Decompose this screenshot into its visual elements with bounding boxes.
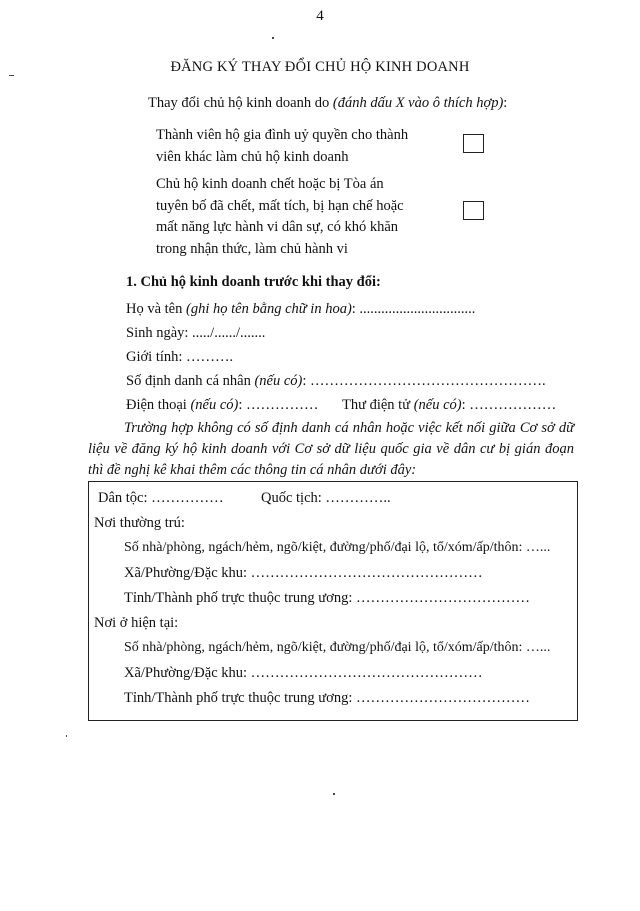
id-label: Số định danh cá nhân (126, 373, 255, 389)
name-dots: : ................................ (351, 301, 476, 317)
name-hint: (ghi họ tên bằng chữ in hoa) (186, 301, 352, 317)
lead-hint: (đánh dấu X vào ô thích hợp) (332, 95, 504, 111)
name-label: Họ và tên (126, 301, 186, 317)
gender-field[interactable]: Giới tính: ………. (126, 349, 234, 365)
phone-dots: : …………… (238, 397, 319, 413)
current-street-field[interactable]: Số nhà/phòng, ngách/hẻm, ngõ/kiệt, đường/phố/đại lộ, tổ/xóm/ấp/thôn: …... (124, 640, 551, 655)
option-2-line: trong nhận thức, làm chủ hành vi (156, 240, 348, 257)
phone-hint: (nếu có) (190, 397, 239, 413)
permanent-ward-field[interactable]: Xã/Phường/Đặc khu: ………………………………………… (124, 565, 483, 581)
current-ward-field[interactable]: Xã/Phường/Đặc khu: ………………………………………… (124, 665, 483, 681)
email-label: Thư điện tử (342, 397, 414, 413)
scan-mark (9, 75, 14, 76)
scan-mark (272, 37, 274, 39)
page-title: ĐĂNG KÝ THAY ĐỔI CHỦ HỘ KINH DOANH (170, 59, 470, 75)
id-hint: (nếu có) (254, 373, 303, 389)
phone-label: Điện thoại (126, 397, 191, 413)
current-residence-label: Nơi ở hiện tại: (94, 615, 179, 631)
email-dots: : ……………… (461, 397, 557, 413)
ethnicity-field[interactable]: Dân tộc: …………… (98, 490, 224, 506)
email-field[interactable] (342, 395, 556, 415)
option-1-text (156, 125, 408, 168)
option-2-line: tuyên bố đã chết, mất tích, bị hạn chế hoặc (156, 197, 404, 214)
nationality-field[interactable]: Quốc tịch: ………….. (261, 490, 391, 506)
option-2-line: mất năng lực hành vi dân sự, có khó khăn (156, 219, 399, 235)
id-dots: : …………………………………………. (302, 373, 546, 389)
lead-end: : (503, 95, 508, 111)
page-number: 4 (316, 8, 324, 24)
permanent-street-field[interactable]: Số nhà/phòng, ngách/hẻm, ngõ/kiệt, đường/phố/đại lộ, tổ/xóm/ấp/thôn: …... (124, 540, 551, 555)
section-1-heading (126, 272, 381, 292)
permanent-province-field[interactable]: Tỉnh/Thành phố trực thuộc trung ương: ……………………………… (124, 590, 530, 606)
section-1-heading-text: 1. Chủ hộ kinh doanh trước khi thay đổi: (126, 274, 381, 290)
scan-mark (333, 793, 335, 795)
name-field[interactable] (126, 299, 475, 319)
option-1-checkbox[interactable] (463, 134, 484, 153)
phone-field[interactable] (126, 395, 319, 415)
change-reason-lead (148, 93, 507, 113)
current-province-field[interactable]: Tỉnh/Thành phố trực thuộc trung ương: ……………………………… (124, 690, 530, 706)
id-field[interactable] (126, 371, 546, 391)
permanent-residence-label: Nơi thường trú: (94, 515, 185, 531)
option-2-checkbox[interactable] (463, 201, 484, 220)
option-1-line: Thành viên hộ gia đình uỷ quyền cho thành (156, 127, 409, 143)
note-paragraph: Trường hợp không có số định danh cá nhân hoặc việc kết nối giữa Cơ sở dữ liệu về đăng ký hộ kinh doanh với Cơ sở dữ liệu quốc gia về dân cư bị gián đoạn thì đề nghị kê khai thêm các thông tin cá nhân dưới đây: (88, 420, 574, 478)
option-1-line: viên khác làm chủ hộ kinh doanh (156, 148, 349, 165)
lead-text: Thay đổi chủ hộ kinh doanh do (148, 95, 333, 111)
email-hint: (nếu có) (413, 397, 462, 413)
scan-mark (66, 735, 67, 737)
option-2-line: Chủ hộ kinh doanh chết hoặc bị Tòa án (156, 176, 384, 192)
option-2-text (156, 174, 404, 260)
dob-field[interactable]: Sinh ngày: ...../....../....... (126, 325, 266, 341)
